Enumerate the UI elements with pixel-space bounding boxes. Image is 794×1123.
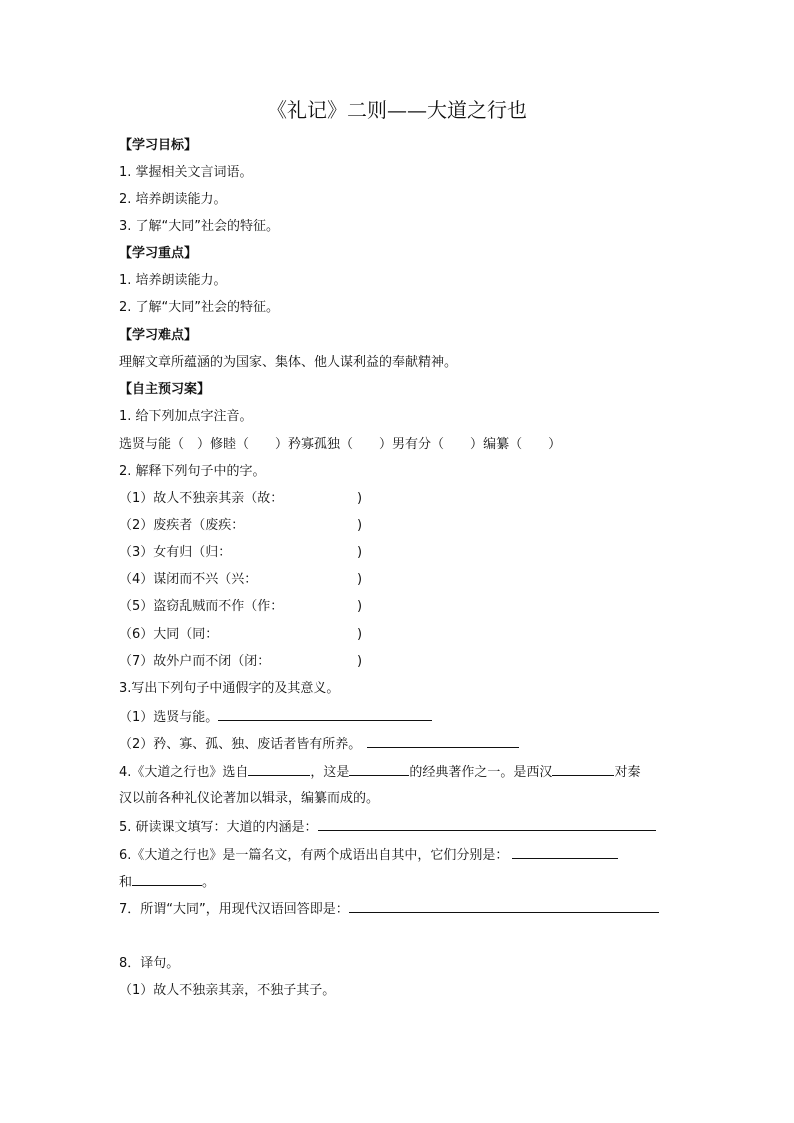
q2-close-paren: ) bbox=[357, 545, 363, 560]
q3-item-1 bbox=[119, 708, 432, 727]
q2-prompt: 2. 解释下列句子中的字。 bbox=[119, 464, 266, 479]
q3-item-2 bbox=[119, 735, 519, 754]
q4-line-1 bbox=[119, 763, 640, 782]
q4-text: 4.《大道之行也》选自 bbox=[119, 765, 249, 780]
answer-blank[interactable] bbox=[349, 763, 409, 776]
q7-text: 7．所谓“大同”，用现代汉语回答即是： bbox=[119, 902, 349, 917]
q1-item: 修睦（ ） bbox=[210, 437, 289, 452]
q6-text: 6.《大道之行也》是一篇名文，有两个成语出自其中，它们分别是： bbox=[119, 848, 509, 863]
answer-blank[interactable] bbox=[367, 735, 519, 748]
answer-blank[interactable] bbox=[318, 818, 656, 831]
document-title: 《礼记》二则——大道之行也 bbox=[267, 98, 527, 122]
focus-heading: 【学习重点】 bbox=[119, 246, 198, 261]
difficulty-heading: 【学习难点】 bbox=[119, 328, 198, 343]
q1-items bbox=[119, 436, 561, 454]
goal-item: 1. 掌握相关文言词语。 bbox=[119, 165, 253, 180]
q6-line-2 bbox=[119, 873, 215, 892]
q1-item: 选贤与能（ ） bbox=[119, 437, 211, 452]
q2-item: （6）大同（同： bbox=[119, 627, 219, 642]
q2-item: （5）盗窃乱贼而不作（作： bbox=[119, 599, 284, 614]
q6-line-1 bbox=[119, 846, 618, 865]
q2-item: （1）故人不独亲其亲（故： bbox=[119, 491, 284, 506]
q8-prompt: 8．译句。 bbox=[119, 956, 180, 971]
q2-item: （7）故外户而不闭（闭： bbox=[119, 654, 271, 669]
q5-text: 5. 研读课文填写：大道的内涵是： bbox=[119, 820, 318, 835]
q3-item-text: （1）选贤与能。 bbox=[119, 710, 219, 725]
goal-item: 2. 培养朗读能力。 bbox=[119, 192, 227, 207]
answer-blank[interactable] bbox=[512, 846, 618, 859]
goal-item: 3. 了解“大同”社会的特征。 bbox=[119, 219, 280, 234]
answer-blank[interactable] bbox=[218, 708, 432, 721]
q1-prompt: 1. 给下列加点字注音。 bbox=[119, 409, 253, 424]
answer-blank[interactable] bbox=[248, 763, 310, 776]
difficulty-text: 理解文章所蕴涵的为国家、集体、他人谋利益的奉献精神。 bbox=[119, 355, 458, 370]
q1-item: 矜寡孤独（ ） bbox=[288, 437, 393, 452]
q2-item: （3）女有归（归： bbox=[119, 545, 232, 560]
q3-prompt: 3.写出下列句子中通假字的及其意义。 bbox=[119, 681, 340, 696]
q2-item: （4）谋闭而不兴（兴： bbox=[119, 572, 258, 587]
preview-heading: 【自主预习案】 bbox=[119, 382, 211, 397]
q2-item: （2）废疾者（废疾： bbox=[119, 518, 245, 533]
q5-line bbox=[119, 818, 656, 837]
q4-text: ，这是 bbox=[310, 765, 350, 780]
q2-close-paren: ) bbox=[357, 518, 363, 533]
q1-item: 男有分（ ） bbox=[392, 437, 484, 452]
q2-close-paren: ) bbox=[357, 627, 363, 642]
q6-text: 和 bbox=[119, 875, 133, 890]
q4-text: 的经典著作之一。是西汉 bbox=[409, 765, 553, 780]
goals-heading: 【学习目标】 bbox=[119, 138, 198, 153]
q1-item: 编纂（ ） bbox=[483, 437, 562, 452]
q4-line-2: 汉以前各种礼仪论著加以辑录，编纂而成的。 bbox=[119, 791, 380, 806]
answer-blank[interactable] bbox=[349, 900, 659, 913]
q6-text: 。 bbox=[202, 875, 216, 890]
answer-blank[interactable] bbox=[552, 763, 614, 776]
focus-item: 2. 了解“大同”社会的特征。 bbox=[119, 300, 280, 315]
q2-close-paren: ) bbox=[357, 572, 363, 587]
q3-item-text: （2）矜、寡、孤、独、废话者皆有所养。 bbox=[119, 737, 362, 752]
q2-close-paren: ) bbox=[357, 599, 363, 614]
q7-line bbox=[119, 900, 659, 919]
q2-close-paren: ) bbox=[357, 654, 363, 669]
focus-item: 1. 培养朗读能力。 bbox=[119, 273, 227, 288]
answer-blank[interactable] bbox=[132, 873, 202, 886]
q8-item-1: （1）故人不独亲其亲，不独子其子。 bbox=[119, 983, 336, 998]
q4-text: 对秦 bbox=[614, 765, 641, 780]
q2-close-paren: ) bbox=[357, 491, 363, 506]
